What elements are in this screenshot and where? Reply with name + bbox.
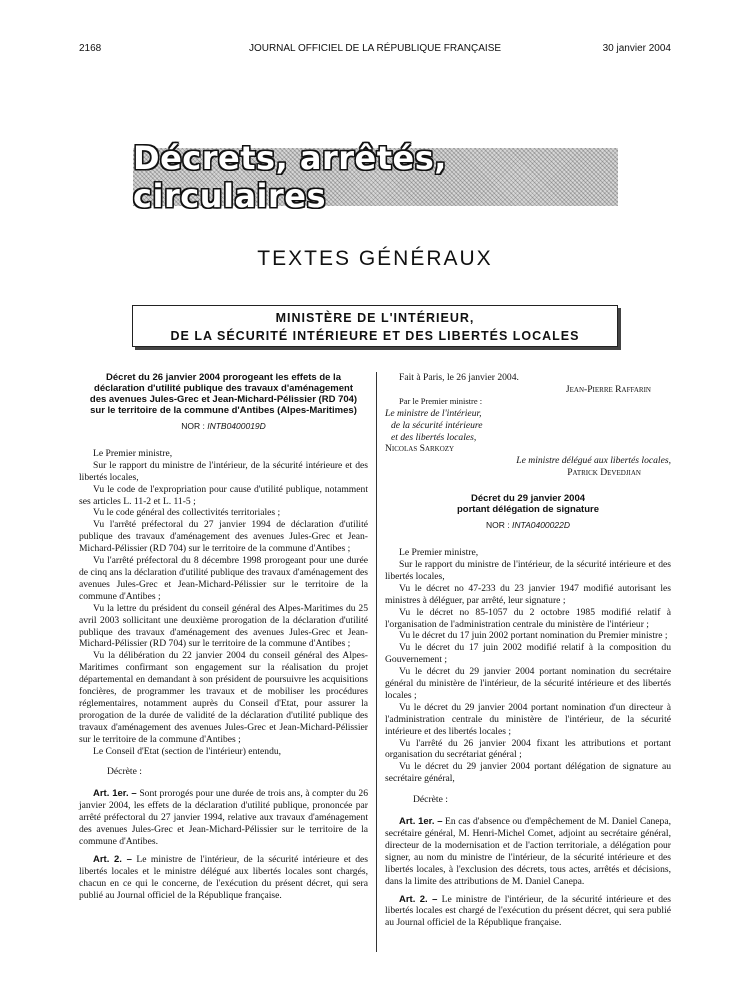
decree1-title: Décret du 26 janvier 2004 prorogeant les effets de la déclaration d'utilité publique des travaux d'aménagement des avenues Jules-Grec et Jean-Michard-Pélissier (RD 704) sur le territoire de la commune d'Antibes (Alpes-Maritimes) xyxy=(89,372,358,416)
decree2-article-2 xyxy=(385,894,671,930)
decree1-para: Vu l'arrêté préfectoral du 27 janvier 1994 de déclaration d'utilité publique des travaux d'aménagement des avenues Jules-Grec et Jean-Michard-Pélissier (RD 704) sur le territoire de la commune d'Antibes ; xyxy=(79,519,368,555)
decree1-para: Sur le rapport du ministre de l'intérieur, de la sécurité intérieure et des libertés locales, xyxy=(79,459,368,483)
signature-place-date: Fait à Paris, le 26 janvier 2004. xyxy=(399,372,519,383)
section-title: TEXTES GÉNÉRAUX xyxy=(257,247,493,270)
minister-title-1: Le ministre de l'intérieur, xyxy=(385,407,482,419)
minister-title-2: de la sécurité intérieure xyxy=(391,419,483,431)
minister-name: Nicolas Sarkozy xyxy=(385,443,455,455)
journal-title: JOURNAL OFFICIEL DE LA RÉPUBLIQUE FRANÇAISE xyxy=(248,43,502,54)
delegate-title: Le ministre délégué aux libertés locales, xyxy=(516,455,671,467)
signer-name: Jean-Pierre Raffarin xyxy=(565,383,651,395)
decree2-para: Vu le décret no 85-1057 du 2 octobre 1985 modifié relatif à l'organisation de l'administration centrale du ministère de l'intérieur ; xyxy=(385,606,671,630)
article-text: Le ministre de l'intérieur, de la sécurité intérieure et des libertés locales et le ministre délégué aux libertés locales sont chargés, chacun en ce qui le concerne, de l'exécution du présent décret, qui sera publié au Journal officiel de la République française. xyxy=(79,853,368,901)
decree1-nor-code: INTB0400019D xyxy=(207,421,266,431)
decree1-article-1 xyxy=(79,788,368,848)
article-text: Le ministre de l'intérieur, de la sécurité intérieure et des libertés locales est chargé de l'exécution du présent décret, qui sera publié au Journal officiel de la République française. xyxy=(385,893,671,929)
article-text: En cas d'absence ou d'empêchement de M. Daniel Canepa, secrétaire général, M. Henri-Michel Comet, adjoint au secrétaire général, directeur de la modernisation et de l'action territoriale, a délégation pour signer, au nom du ministre de l'intérieur, de la sécurité intérieure et des libertés locales, à l'exclusion des décrets, tous actes, arrêtés et décisions, dans la limite des attributions de M. Daniel Canepa. xyxy=(385,816,672,887)
article-label: Art. 1er. – xyxy=(399,816,443,828)
column-divider xyxy=(376,372,377,952)
article-label: Art. 2. – xyxy=(399,893,438,905)
issue-date: 30 janvier 2004 xyxy=(602,43,671,54)
page-header xyxy=(79,43,671,57)
decree2-para: Vu le décret no 47-233 du 23 janvier 1947 modifié autorisant les ministres à déléguer, par arrêté, leur signature ; xyxy=(385,582,671,606)
banner-title: Décrets, arrêtés, circulaires xyxy=(133,139,447,215)
decree2-title-2: portant délégation de signature xyxy=(457,504,599,516)
decree2-article-1 xyxy=(385,816,671,887)
section-banner xyxy=(133,139,618,215)
decree1-para: Vu la délibération du 22 janvier 2004 du conseil général des Alpes-Maritimes confirmant son engagement sur la réalisation du projet départemental en demandant à son président de poursuivre les acquisitions foncières, de programmer les travaux et de mobiliser les procédures réglementaires, notamment auprès du Conseil d'Etat, pour assurer la prorogation de la durée de validité de la déclaration d'utilité publique des travaux d'aménagement des avenues Jules-Grec et Jean-Michard-Pélissier sur le territoire de la commune d'Antibes ; xyxy=(79,650,368,745)
decree2-para: Vu l'arrêté du 26 janvier 2004 fixant les attributions et portant organisation du secrétariat général ; xyxy=(385,737,671,761)
article-text: Sont prorogés pour une durée de trois ans, à compter du 26 janvier 2004, les effets de la déclaration d'utilité publique, prononcée par arrêté préfectoral du 27 janvier 1994, relative aux travaux d'aménagement des avenues Jules-Grec et Jean-Michard-Pélissier sur le territoire de la commune d'Antibes. xyxy=(79,788,369,847)
article-label: Art. 2. – xyxy=(93,853,132,865)
minister-title-3: et des libertés locales, xyxy=(391,431,477,443)
decree1-para: Vu la lettre du président du conseil général des Alpes-Maritimes du 25 avril 2003 sollicitant une deuxième prorogation de la déclaration d'utilité publique des travaux d'aménagement des avenues Jules-Grec et Jean-Michard-Pélissier (RD 704) sur le territoire de la commune d'Antibes ; xyxy=(79,602,368,650)
decree2-decrete: Décrète : xyxy=(413,794,448,806)
signature-by: Par le Premier ministre : xyxy=(399,395,483,406)
decree1-para: Vu le code général des collectivités territoriales ; xyxy=(93,507,281,519)
right-column xyxy=(385,372,671,929)
page-number: 2168 xyxy=(79,43,102,54)
decree2-para: Vu le décret du 17 juin 2002 modifié relatif à la composition du Gouvernement ; xyxy=(385,642,671,666)
decree2-para: Vu le décret du 29 janvier 2004 portant délégation de signature au secrétaire général, xyxy=(385,761,671,785)
decree1-decrete: Décrète : xyxy=(107,766,142,778)
decree1-nor: NOR : INTB0400019D xyxy=(181,421,266,431)
decree2-para: Vu le décret du 17 juin 2002 portant nomination du Premier ministre ; xyxy=(399,630,668,642)
decree1-para: Vu le code de l'expropriation pour cause d'utilité publique, notamment ses articles L. 11-2 et L. 11-5 ; xyxy=(79,483,368,507)
decree2-title-1: Décret du 29 janvier 2004 xyxy=(470,493,586,505)
decree1-article-2 xyxy=(79,854,368,902)
decree2-para: Sur le rapport du ministre de l'intérieur, de la sécurité intérieure et des libertés locales, xyxy=(385,558,671,582)
decree2-para: Vu le décret du 29 janvier 2004 portant nomination du secrétaire général du ministère de l'intérieur, de la sécurité intérieure et des libertés locales ; xyxy=(385,666,671,701)
decree2-nor-code: INTA0400022D xyxy=(512,520,570,531)
delegate-name: Patrick Devedjian xyxy=(567,467,641,479)
ministry-line-2: DE LA SÉCURITÉ INTÉRIEURE ET DES LIBERTÉS LOCALES xyxy=(170,329,580,343)
left-column xyxy=(79,372,368,902)
decree1-para: Vu l'arrêté préfectoral du 8 décembre 1998 prorogeant pour une durée de cinq ans la déclaration d'utilité publique des travaux d'aménagement des avenues Jules-Grec et Jean-Michard-Pélissier sur le territoire de la commune d'Antibes ; xyxy=(79,555,368,602)
decree2-para: Vu le décret du 29 janvier 2004 portant nomination d'un directeur à l'administration centrale du ministère de l'intérieur, de la sécurité intérieure et des libertés locales ; xyxy=(385,701,671,737)
decree2-para: Le Premier ministre, xyxy=(399,547,479,559)
ministry-box xyxy=(132,305,618,347)
decree2-nor: NOR : INTA0400022D xyxy=(486,520,570,531)
decree1-para: Le Conseil d'Etat (section de l'intérieur) entendu, xyxy=(93,745,282,757)
ministry-line-1: MINISTÈRE DE L'INTÉRIEUR, xyxy=(275,311,475,325)
decree1-para: Le Premier ministre, xyxy=(93,447,173,459)
article-label: Art. 1er. – xyxy=(93,788,137,800)
